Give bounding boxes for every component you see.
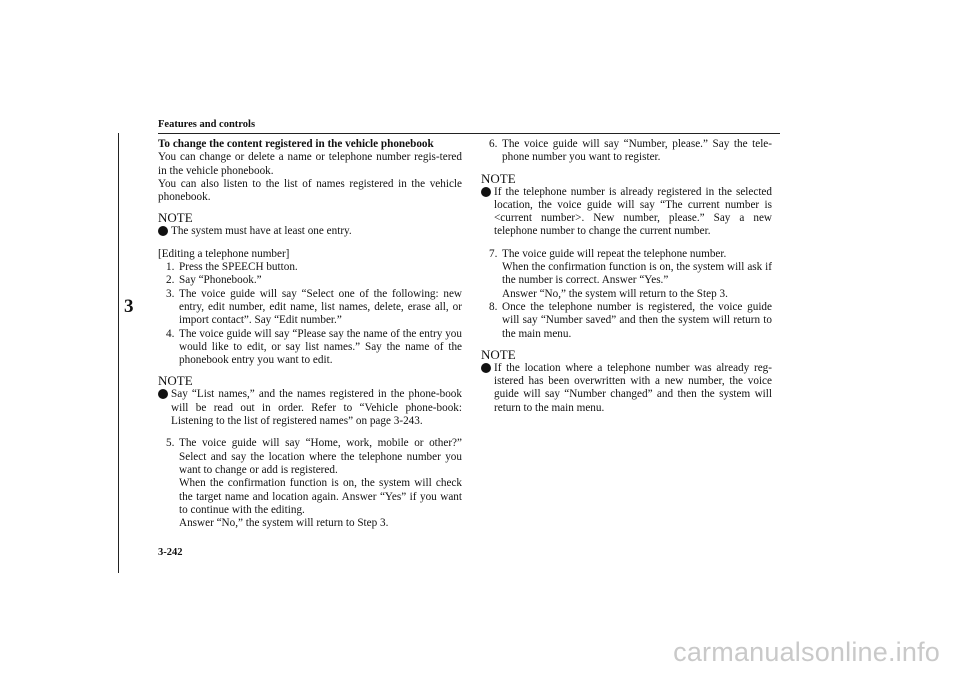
watermark: carmanualsonline.info	[673, 637, 940, 667]
step-item	[158, 274, 462, 287]
step-text: Say “Phonebook.”	[179, 274, 262, 287]
step-text: The voice guide will say “Number, please.” Say the tele-phone number you want to register.	[502, 138, 772, 164]
note-bullet	[158, 225, 462, 238]
step-number: 5.	[166, 437, 175, 450]
note-text: If the telephone number is already registered in the selected location, the voice guide will say “The current number is <current number>. New number, please.” Say a new telephone number to change the current number.	[494, 185, 772, 238]
step-text: The voice guide will say “Please say the name of the entry you would like to edit, or say list names.” Say the name of the phonebook entry you want to edit.	[179, 327, 462, 367]
bullet-icon	[481, 363, 491, 373]
step-text: The voice guide will say “Select one of the following: new entry, edit number, edit name, list names, delete, erase all, or import contact”. Say “Edit number.”	[179, 287, 462, 327]
intro-paragraph-1: You can change or delete a name or telephone number regis-tered in the vehicle phonebook.	[158, 151, 462, 177]
section-heading: To change the content registered in the vehicle phonebook	[158, 138, 434, 150]
note-bullet	[158, 388, 462, 428]
note-label: NOTE	[481, 346, 516, 362]
note-label: NOTE	[158, 373, 193, 389]
note-bullet	[481, 362, 772, 415]
step-text: The voice guide will say “Home, work, mobile or other?” Select and say the location where the telephone number you want to change or add is registered. When the confirmation function is on, the system will check the target name and location again. Answer “Yes” if you want to continue with the editing. Answer “No,” the system will return to Step 3.	[179, 437, 462, 530]
step-number: 8.	[489, 300, 498, 313]
bullet-icon	[158, 389, 168, 399]
subheading-editing: [Editing a telephone number]	[158, 247, 290, 260]
bullet-icon	[481, 187, 491, 197]
step-text: Press the SPEECH button.	[179, 261, 298, 274]
note-label: NOTE	[481, 170, 516, 186]
note-label: NOTE	[158, 210, 193, 226]
intro-paragraph-2: You can also listen to the list of names registered in the vehicle phonebook.	[158, 177, 462, 204]
page-number: 3-242	[158, 547, 183, 558]
section-header: Features and controls	[158, 119, 256, 130]
step-number: 1.	[166, 261, 175, 274]
bullet-icon	[158, 226, 168, 236]
chapter-tab-number: 3	[124, 296, 134, 317]
step-item	[158, 437, 462, 530]
step-number: 3.	[166, 287, 175, 300]
step-item	[158, 261, 462, 274]
chapter-tab-rule	[118, 133, 119, 573]
step-number: 2.	[166, 274, 175, 287]
left-column	[158, 138, 462, 530]
note-text: The system must have at least one entry.	[171, 225, 352, 238]
note-bullet	[481, 186, 772, 239]
step-number: 4.	[166, 327, 175, 340]
step-item	[481, 301, 772, 341]
step-item	[481, 248, 772, 301]
note-text: Say “List names,” and the names registered in the phone-book will be read out in order. Refer to “Vehicle phone-book: Listening to the list of registered names” on page 3-243.	[171, 388, 462, 428]
step-item	[158, 288, 462, 328]
step-text: Once the telephone number is registered, the voice guide will say “Number saved” and then the system will return to the main menu.	[502, 300, 772, 340]
right-column	[481, 138, 772, 415]
header-rule	[158, 133, 780, 134]
step-item	[158, 328, 462, 368]
note-text: If the location where a telephone number was already reg-istered has been overwritten with a new number, the voice guide will say “Number changed” and then the system will return to the main menu.	[494, 361, 772, 414]
step-item	[481, 138, 772, 165]
step-number: 7.	[489, 247, 498, 260]
step-text: The voice guide will repeat the telephone number. When the confirmation function is on, the system will ask if the number is correct. Answer “Yes.” Answer “No,” the system will return to the Step 3.	[502, 247, 772, 300]
step-number: 6.	[489, 138, 498, 150]
